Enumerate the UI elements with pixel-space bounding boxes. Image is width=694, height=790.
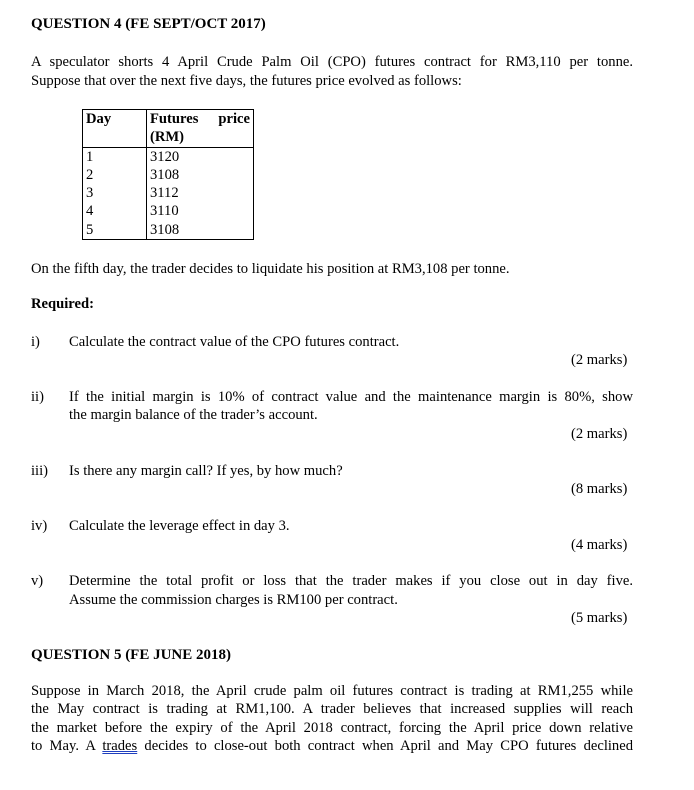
item-text-line: Calculate the contract value of the CPO futures contract. <box>69 334 400 350</box>
item-number: iv) <box>31 518 48 534</box>
item-marks: (4 marks) <box>571 537 628 553</box>
table-cell-day: 5 <box>86 221 94 238</box>
item-text-line: the margin balance of the trader’s account. <box>69 407 318 423</box>
q5-line-2: the May contract is trading at RM1,100. A trader believes that increased supplies will reach <box>31 701 633 717</box>
table-header-row <box>83 110 254 148</box>
futures-price-table <box>82 109 254 240</box>
q4-intro-line-2: Suppose that over the next five days, the futures price evolved as follows: <box>31 73 462 89</box>
item-text-line: If the initial margin is 10% of contract value and the maintenance margin is 80%, show <box>69 389 633 405</box>
table-cell-day: 3 <box>86 185 94 202</box>
fifth-day-statement: On the fifth day, the trader decides to liquidate his position at RM3,108 per tonne. <box>31 261 510 277</box>
table-cell-day: 1 <box>86 148 94 165</box>
table-cell-price: 3112 <box>150 185 179 202</box>
item-marks: (2 marks) <box>571 352 628 368</box>
table-cell-day: 2 <box>86 166 94 183</box>
table-cell-price: 3108 <box>150 166 180 183</box>
question-5-heading: QUESTION 5 (FE JUNE 2018) <box>31 647 232 663</box>
item-number: iii) <box>31 463 49 479</box>
q5-line-3: the market before the expiry of the April 2018 contract, forcing the April price down relative <box>31 720 633 736</box>
item-marks: (8 marks) <box>571 481 628 497</box>
q5-line-1: Suppose in March 2018, the April crude palm oil futures contract is trading at RM1,255 while <box>31 683 633 699</box>
table-day-column <box>83 147 147 239</box>
item-text-line: Determine the total profit or loss that the trader makes if you close out in day five. <box>69 573 633 589</box>
q4-intro-line-1: A speculator shorts 4 April Crude Palm Oil (CPO) futures contract for RM3,110 per tonne. <box>31 54 633 70</box>
table-price-column <box>147 147 254 239</box>
item-marks: (5 marks) <box>571 610 628 626</box>
item-text-line: Calculate the leverage effect in day 3. <box>69 518 290 534</box>
table-cell-day: 4 <box>86 203 94 220</box>
table-header-futures-price: Futures price (RM) <box>147 110 254 148</box>
required-label: Required: <box>31 296 94 312</box>
misspelled-word-trades: trades <box>102 738 138 754</box>
table-cell-price: 3108 <box>150 221 180 238</box>
table-header-day: Day <box>83 110 147 148</box>
question-4-heading: QUESTION 4 (FE SEPT/OCT 2017) <box>31 16 266 32</box>
table-cell-price: 3110 <box>150 203 179 220</box>
item-text-line: Assume the commission charges is RM100 per contract. <box>69 592 398 608</box>
q5-line-4: to May. A trades decides to close-out both contract when April and May CPO futures declined <box>31 738 633 754</box>
item-number: i) <box>31 334 40 350</box>
table-body <box>83 147 254 239</box>
item-marks: (2 marks) <box>571 426 628 442</box>
table-cell-price: 3120 <box>150 148 180 165</box>
item-text-line: Is there any margin call? If yes, by how much? <box>69 463 343 479</box>
item-number: ii) <box>31 389 44 405</box>
item-number: v) <box>31 573 44 589</box>
